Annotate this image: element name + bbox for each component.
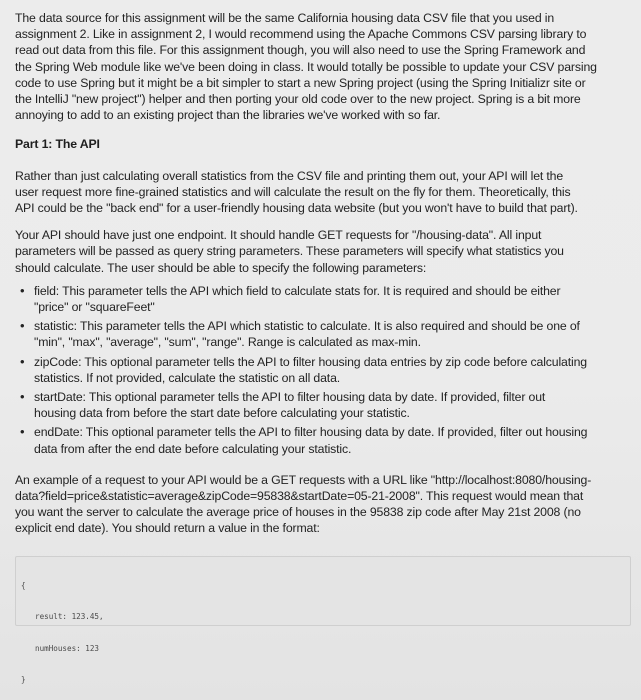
spacer — [15, 123, 637, 136]
text-line: field: This parameter tells the API which field to calculate stats for. It is required and should be either — [34, 283, 561, 298]
text-line: should calculate. The user should be able to specify the following parameters: — [15, 260, 427, 275]
text-line: An example of a request to your API would be a GET requests with a URL like "http://localhost:8080/housing- — [15, 472, 592, 487]
text-line: The data source for this assignment will be the same California housing data CSV file that you used in — [15, 11, 555, 25]
text-line: user request more fine-grained statistics and will calculate the result on the fly for them. Theoretically, this — [15, 184, 571, 199]
code-line: } — [21, 675, 26, 685]
text-line: housing data from before the start date before calculating your statistic. — [34, 406, 410, 421]
spacer — [15, 460, 637, 472]
text-line: "min", "max", "average", "sum", "range". Range is calculated as max-min. — [34, 335, 421, 350]
text-line: annoying to add to an existing project than the libraries we've worked with so far. — [15, 108, 441, 123]
text-line: the Spring Web module like we've been doing in class. It would totally be possible to update your CSV parsing — [15, 59, 597, 74]
parameter-list — [15, 283, 637, 457]
bullet-icon: • — [20, 353, 25, 369]
example-paragraph — [15, 472, 637, 537]
code-line: numHouses: 123 — [35, 643, 100, 653]
text-line: startDate: This optional parameter tells the API to filter housing data by date. If provided, filter out — [34, 390, 546, 405]
bullet-icon: • — [20, 424, 25, 440]
spacer — [15, 153, 637, 168]
text-line: API could be the "back end" for a user-friendly housing data website (but you won't have to build that part). — [15, 201, 578, 216]
text-line: code to use Spring but it might be a bit simpler to start a new Spring project (using the Spring Initializr site or — [15, 75, 586, 90]
endpoint-paragraph — [15, 227, 637, 276]
text-line: you want the server to calculate the average price of houses in the 95838 zip code after May 21st 2008 (no — [15, 505, 581, 520]
list-item — [15, 424, 637, 456]
text-line: endDate: This optional parameter tells the API to filter housing data by date. If provided, filter out housing — [34, 425, 588, 440]
list-item — [15, 283, 637, 315]
bullet-icon: • — [20, 282, 25, 298]
text-line: read out data from this file. For this assignment though, you will also need to use the Spring Framework and — [15, 43, 586, 58]
text-line: Rather than just calculating overall statistics from the CSV file and printing them out, your API will let the — [15, 168, 564, 183]
api-overview-paragraph — [15, 168, 637, 217]
text-line: explicit end date). You should return a value in the format: — [15, 521, 320, 536]
list-item — [15, 389, 637, 421]
intro-paragraph — [15, 10, 637, 123]
list-item — [15, 318, 637, 350]
code-line: result: 123.45, — [35, 612, 104, 622]
bullet-icon: • — [20, 318, 25, 334]
text-line: zipCode: This optional parameter tells the API to filter housing data entries by zip code before calculating — [34, 354, 587, 369]
code-block — [15, 556, 631, 685]
bullet-icon: • — [20, 389, 25, 405]
text-line: assignment 2. Like in assignment 2, I would recommend using the Apache Commons CSV parsing library to — [15, 27, 587, 42]
text-line: the IntelliJ "new project") helper and then porting your old code over to the new project. Spring is a bit more — [15, 92, 581, 107]
text-line: Your API should have just one endpoint. It should handle GET requests for "/housing-data". All input — [15, 228, 542, 243]
text-line: data from after the end date before calculating your statistic. — [34, 441, 352, 456]
text-line: data?field=price&statistic=average&zipCode=95838&startDate=05-21-2008". This request would mean that — [15, 489, 584, 504]
text-line: statistics. If not provided, calculate the statistic on all data. — [34, 370, 341, 385]
code-line: { — [21, 580, 26, 590]
spacer — [15, 216, 637, 227]
text-line: "price" or "squareFeet" — [34, 300, 155, 315]
list-item — [15, 354, 637, 386]
text-line: parameters will be passed as query string parameters. These parameters will specify what statistics you — [15, 244, 564, 259]
section-heading: Part 1: The API — [15, 137, 100, 152]
text-line: statistic: This parameter tells the API which statistic to calculate. It is also required and should be one of — [34, 319, 580, 334]
